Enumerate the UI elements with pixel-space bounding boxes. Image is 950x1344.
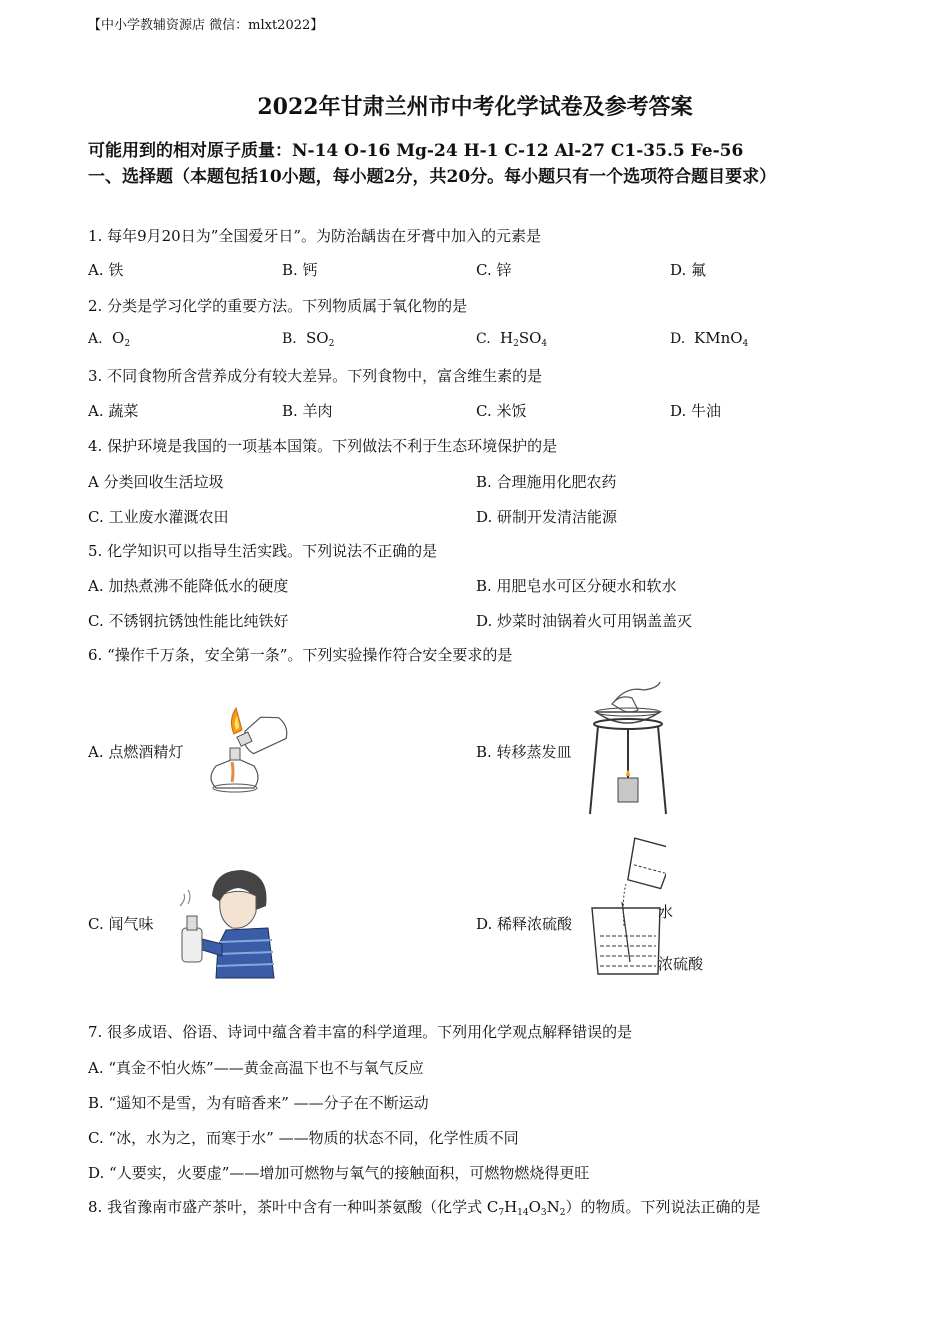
water-label: 水 — [658, 903, 674, 921]
q3-option-b: B. 羊肉 — [282, 402, 333, 420]
page-title: 2022年甘肃兰州市中考化学试卷及参考答案 — [257, 94, 693, 120]
q2-option-d-letter: D. — [670, 331, 686, 347]
q1-option-c: C. 锌 — [476, 261, 512, 279]
question-5-stem: 5. 化学知识可以指导生活实践。下列说法不正确的是 — [88, 542, 438, 560]
question-3-stem: 3. 不同食物所含营养成分有较大差异。下列食物中，富含维生素的是 — [88, 367, 543, 385]
q7-option-d: D. “人要实，火要虚”——增加可燃物与氧气的接触面积，可燃物燃烧得更旺 — [88, 1164, 590, 1182]
question-8-stem: 8. 我省豫南市盛产茶叶，茶叶中含有一种叫茶氨酸（化学式 $C_7H_{14}O_3N_2$）的物质。下列说法正确的是 — [88, 1198, 761, 1218]
q2-option-b-letter: B. — [282, 331, 297, 347]
question-2-stem: 2. 分类是学习化学的重要方法。下列物质属于氧化物的是 — [88, 297, 468, 315]
question-4-stem: 4. 保护环境是我国的一项基本国策。下列做法不利于生态环境保护的是 — [88, 437, 558, 455]
q5-option-d: D. 炒菜时油锅着火可用锅盖盖灭 — [476, 612, 693, 630]
concentrated-sulfuric-acid-label: 浓硫酸 — [658, 955, 704, 973]
q5-option-c: C. 不锈钢抗锈蚀性能比纯铁好 — [88, 612, 289, 630]
q7-option-b: B. “遥知不是雪，为有暗香来” ——分子在不断运动 — [88, 1094, 429, 1112]
q2-option-d-formula: KMnO$_4$ — [694, 329, 749, 349]
q6-option-c: C. 闻气味 — [88, 915, 154, 933]
acid-dilution-figure — [586, 836, 666, 978]
q2-option-b-formula: $SO_2$ — [306, 329, 335, 349]
q5-option-a: A. 加热煮沸不能降低水的硬度 — [88, 577, 289, 595]
q2-option-c-formula: $H_2SO_4$ — [500, 329, 548, 349]
q3-option-c: C. 米饭 — [476, 402, 527, 420]
alcohol-lamp-figure — [198, 700, 298, 800]
q4-option-b: B. 合理施用化肥农药 — [476, 473, 617, 491]
q3-option-a: A. 蔬菜 — [88, 402, 139, 420]
q4-option-d: D. 研制开发清洁能源 — [476, 508, 618, 526]
q6-option-d: D. 稀释浓硫酸 — [476, 915, 573, 933]
section-one-heading: 一、选择题（本题包括10小题，每小题2分，共20分。每小题只有一个选项符合题目要求） — [88, 167, 777, 187]
q2-option-a-formula: $O_2$ — [112, 329, 131, 349]
q3-option-d: D. 牛油 — [670, 402, 722, 420]
header-note: 【中小学教辅资源店 微信：mlxt2022】 — [88, 18, 324, 33]
q4-option-c: C. 工业废水灌溉农田 — [88, 508, 229, 526]
evaporating-dish-figure — [582, 680, 672, 818]
q5-option-b: B. 用肥皂水可区分硬水和软水 — [476, 577, 677, 595]
q7-option-c: C. “冰，水为之，而寒于水” ——物质的状态不同，化学性质不同 — [88, 1129, 519, 1147]
smelling-figure — [176, 866, 278, 982]
q4-option-a: A 分类回收生活垃圾 — [88, 473, 224, 491]
q7-option-a: A. “真金不怕火炼”——黄金高温下也不与氧气反应 — [88, 1059, 424, 1077]
atomic-masses: 可能用到的相对原子质量：N-14 O-16 Mg-24 H-1 C-12 Al-27 C1-35.5 Fe-56 — [88, 141, 744, 161]
q6-option-b: B. 转移蒸发皿 — [476, 743, 572, 761]
q1-option-b: B. 钙 — [282, 261, 318, 279]
question-1-stem: 1. 每年9月20日为”全国爱牙日”。为防治龋齿在牙膏中加入的元素是 — [88, 227, 542, 245]
q2-option-c-letter: C. — [476, 331, 491, 347]
question-7-stem: 7. 很多成语、俗语、诗词中蕴含着丰富的科学道理。下列用化学观点解释错误的是 — [88, 1023, 633, 1041]
q1-option-d: D. 氟 — [670, 261, 707, 279]
q6-option-a: A. 点燃酒精灯 — [88, 743, 184, 761]
question-6-stem: 6. “操作千万条，安全第一条”。下列实验操作符合安全要求的是 — [88, 646, 513, 664]
q1-option-a: A. 铁 — [88, 261, 124, 279]
q2-option-a-letter: A. — [88, 331, 103, 347]
